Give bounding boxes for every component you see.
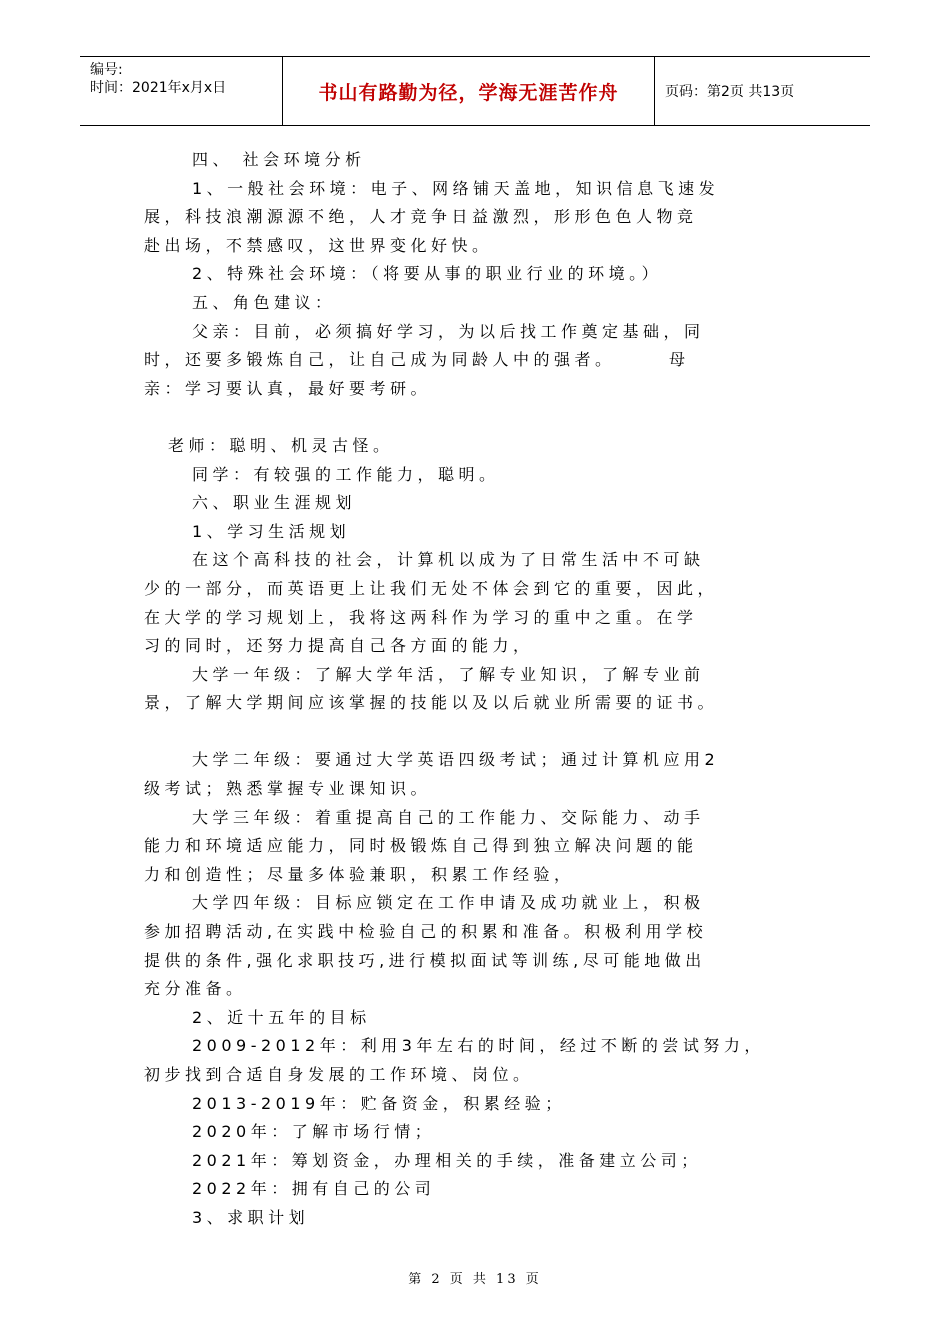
body-line: 在大学的学习规划上，我将这两科作为学习的重中之重。在学 [144,607,698,627]
body-line: 大学二年级：要通过大学英语四级考试；通过计算机应用2 [192,750,720,770]
body-line: 在这个高科技的社会，计算机以成为了日常生活中不可缺 [192,550,705,570]
body-line: 3、求职计划 [192,1207,310,1227]
body-line: 大学四年级：目标应锁定在工作申请及成功就业上，积极 [192,893,705,913]
body-line: 父亲：目前，必须搞好学习，为以后找工作奠定基础，同 [192,321,705,341]
body-line: 五、角色建议： [192,292,336,312]
blank-line [144,718,804,747]
body-line: 级考试；熟悉掌握专业课知识。 [144,779,432,799]
body-line: 充分准备。 [144,979,247,999]
body-line: 2009-2012年：利用3年左右的时间，经过不断的尝试努力， [192,1036,765,1056]
document-body [144,146,804,1233]
body-line: 亲：学习要认真，最好要考研。 [144,378,432,398]
body-line: 2020年：了解市场行情； [192,1122,436,1142]
header-page-info: 页码：第2页 共13页 [665,84,795,100]
body-line: 2022年：拥有自己的公司 [192,1179,436,1199]
body-line: 2013-2019年：贮备资金，积累经验； [192,1093,566,1113]
header-motto: 书山有路勤为径，学海无涯苦作舟 [283,57,655,125]
blank-line [144,403,804,432]
body-line: 初步找到合适自身发展的工作环境、岗位。 [144,1065,534,1084]
body-line: 六、职业生涯规划 [192,493,357,513]
body-line: 参加招聘活动,在实践中检验自己的积累和准备。积极利用学校 [144,922,708,942]
body-line: 少的一部分，而英语更上让我们无处不体会到它的重要，因此， [144,578,719,598]
body-line: 1、一般社会环境：电子、网络铺天盖地，知识信息飞速发 [192,178,720,198]
body-line: 2021年：筹划资金，办理相关的手续，准备建立公司； [192,1150,702,1170]
body-line: 大学一年级：了解大学年活，了解专业知识，了解专业前 [192,664,705,684]
body-line: 大学三年级：着重提高自己的工作能力、交际能力、动手 [192,807,705,827]
body-line: 赴出场，不禁感叹，这世界变化好快。 [144,235,493,255]
page-footer: 第 2 页 共 13 页 [408,1272,542,1287]
body-line: 提供的条件,强化求职技巧,进行模拟面试等训练,尽可能地做出 [144,950,706,970]
body-line: 1、学习生活规划 [192,521,351,541]
document-time-label: 时间：2021年x月x日 [90,80,227,96]
document-number-label: 编号: [90,62,123,78]
body-line: 2、特殊社会环境：（将要从事的职业行业的环境。） [192,264,663,284]
body-line: 景，了解大学期间应该掌握的技能以及以后就业所需要的证书。 [144,693,719,713]
body-line: 习的同时，还努力提高自己各方面的能力， [144,636,534,656]
body-line: 老师：聪明、机灵古怪。 [168,435,394,455]
body-line: 四、 社会环境分析 [192,150,366,169]
header-meta [80,57,283,125]
body-line: 展，科技浪潮源源不绝，人才竞争日益激烈，形形色色人物竞 [144,207,698,227]
body-line: 2、近十五年的目标 [192,1007,371,1027]
page-header [80,56,870,126]
body-line: 力和创造性；尽量多体验兼职，积累工作经验， [144,864,575,884]
body-line: 时，还要多锻炼自己，让自己成为同龄人中的强者。 母 [144,350,690,370]
body-line: 能力和环境适应能力，同时极锻炼自己得到独立解决问题的能 [144,836,698,856]
body-line: 同学：有较强的工作能力，聪明。 [192,464,500,484]
